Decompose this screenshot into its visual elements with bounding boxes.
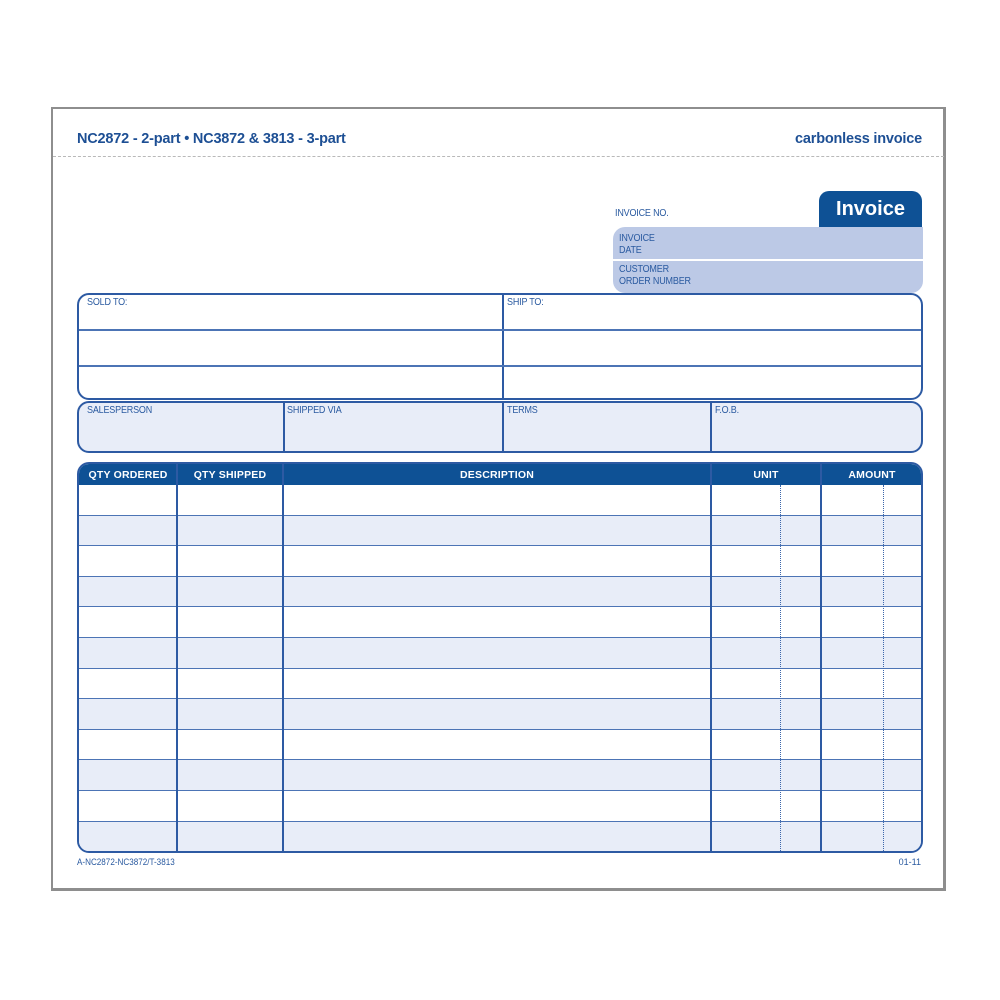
column-header-qty-ordered: QTY ORDERED xyxy=(88,468,168,481)
table-row[interactable] xyxy=(79,669,921,700)
meta-divider-2 xyxy=(502,403,504,451)
fob-field[interactable]: F.O.B. xyxy=(715,405,739,416)
amount-cents-divider xyxy=(883,485,884,851)
table-row[interactable] xyxy=(79,577,921,608)
customer-order-label-line1: CUSTOMER xyxy=(619,264,669,275)
column-divider xyxy=(710,464,712,851)
table-row[interactable] xyxy=(79,638,921,669)
invoice-date-field[interactable] xyxy=(619,233,655,257)
form-part-numbers: NC2872 - 2-part • NC3872 & 3813 - 3-part xyxy=(77,131,346,147)
meta-divider-3 xyxy=(710,403,712,451)
table-row[interactable] xyxy=(79,516,921,547)
table-row[interactable] xyxy=(79,730,921,761)
table-row[interactable] xyxy=(79,607,921,638)
invoice-date-label-line1: INVOICE xyxy=(619,233,655,244)
revision-code: 01-11 xyxy=(898,857,921,867)
ship-to-field[interactable]: SHIP TO: xyxy=(507,297,544,308)
column-header-unit: UNIT xyxy=(753,468,779,481)
address-divider xyxy=(502,295,504,398)
line-items-table xyxy=(77,462,923,853)
column-divider xyxy=(282,464,284,851)
form-code: A-NC2872-NC3872/T-3813 xyxy=(77,857,175,867)
table-row[interactable] xyxy=(79,485,921,516)
sold-to-field[interactable]: SOLD TO: xyxy=(87,297,128,308)
invoice-info-box xyxy=(613,227,923,293)
address-line-2 xyxy=(79,365,921,367)
column-header-qty-shipped: QTY SHIPPED xyxy=(193,468,267,481)
info-divider xyxy=(613,259,923,261)
unit-cents-divider xyxy=(780,485,781,851)
address-section xyxy=(77,293,923,400)
invoice-title-badge: Invoice xyxy=(819,191,922,227)
perforation-line xyxy=(53,156,944,157)
table-row[interactable] xyxy=(79,760,921,791)
meta-divider-1 xyxy=(283,403,285,451)
table-row[interactable] xyxy=(79,546,921,577)
customer-order-number-field[interactable] xyxy=(619,264,691,288)
column-divider xyxy=(820,464,822,851)
address-line-1 xyxy=(79,329,921,331)
column-header-description: DESCRIPTION xyxy=(460,468,534,481)
customer-order-label-line2: ORDER NUMBER xyxy=(619,276,691,287)
invoice-number-field[interactable]: INVOICE NO. xyxy=(615,208,669,219)
form-type-title: carbonless invoice xyxy=(795,131,922,147)
table-row[interactable] xyxy=(79,791,921,822)
invoice-date-label-line2: DATE xyxy=(619,245,642,256)
table-row[interactable] xyxy=(79,822,921,853)
salesperson-field[interactable]: SALESPERSON xyxy=(87,405,153,416)
column-divider xyxy=(176,464,178,851)
terms-field[interactable]: TERMS xyxy=(507,405,538,416)
shipping-details-section xyxy=(77,401,923,453)
shipped-via-field[interactable]: SHIPPED VIA xyxy=(287,405,342,416)
table-row[interactable] xyxy=(79,699,921,730)
column-header-amount: AMOUNT xyxy=(848,468,896,481)
